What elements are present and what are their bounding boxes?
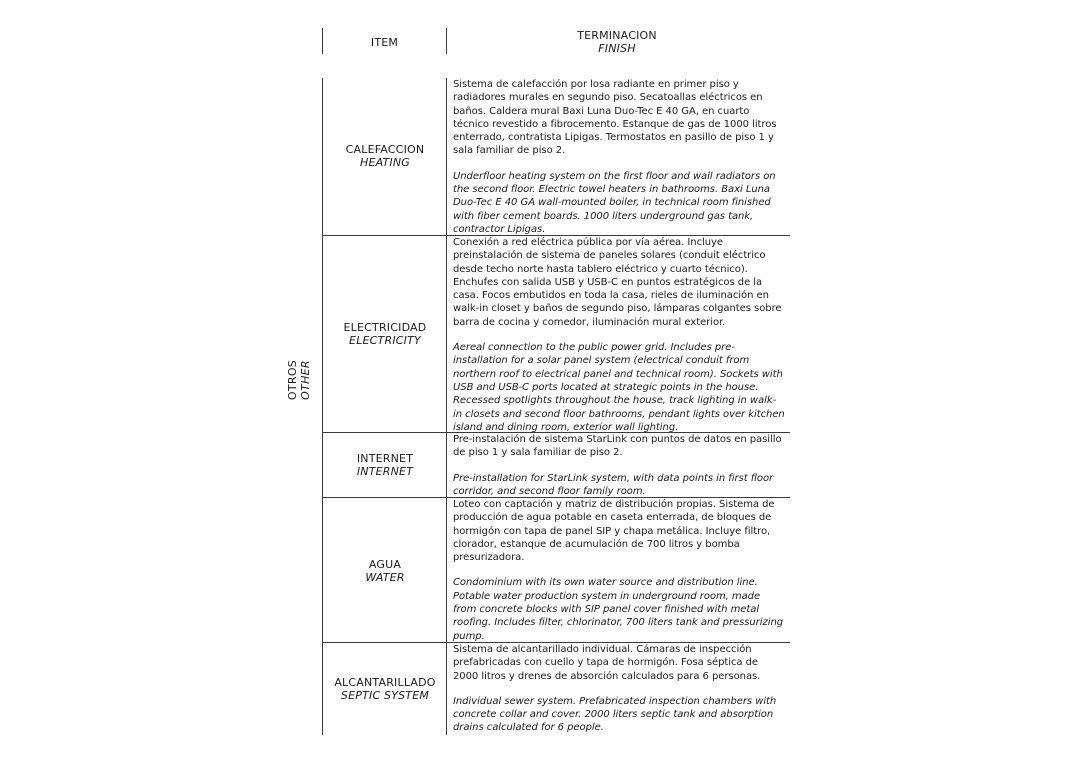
row-text-es: Conexión a red eléctrica pública por vía aérea. Incluye preinstalación de sistema de paneles solares (conduit eléctrico desde techo norte hasta tablero eléctrico y cuarto técnico). Enchufes con salida USB y USB-C en puntos estratégicos de la casa. Focos embutidos en toda la casa, rieles de iluminación en walk-in closet y baños de segundo piso, lámparas colgantes sobre barra de cocina y comedor, iluminación mural exterior. — [453, 237, 782, 328]
row-text-en: Aereal connection to the public power grid. Includes pre-installation for a solar panel system (electrical conduit from northern roof to electrical panel and technical room). Sockets with USB and USB-C ports located at strategic points in the house. Recessed spotlights throughout the house, track lighting in walk-in closets and second floor bathrooms, pendant lights over kitchen island and dining room, exterior wall lighting. — [453, 342, 785, 433]
row-text-en: Individual sewer system. Prefabricated inspection chambers with concrete collar and cover. 2000 liters septic tank and absorption drains calculated for 6 people. — [453, 695, 777, 734]
column-divider-right — [446, 78, 447, 735]
header-finish-es: TERMINACION — [577, 29, 657, 42]
header-finish — [447, 29, 787, 55]
row-text-es: Sistema de calefacción por losa radiante en primer piso y radiadores murales en segundo piso. Secatoallas eléctricos en baños. Caldera mural Baxi Luna Duo-Tec E 40 GA, en cuarto técnico revestido a fibrocemento. Estanque de gas de 1000 litros enterrado, contratista Lipigas. Termostatos en pasillo de piso 1 y sala familiar de piso 2. — [453, 79, 777, 157]
row-label-water — [323, 558, 447, 584]
row-text-en: Underfloor heating system on the first floor and wall radiators on the second floor. Electric towel heaters in bathrooms. Baxi Luna Duo-Tec E 40 GA wall-mounted boiler, in technical room finished with fiber cement boards. 1000 liters underground gas tank, contractor Lipigas. — [453, 170, 776, 235]
category-label-en: OTHER — [299, 360, 312, 400]
row-label-septic — [323, 676, 447, 702]
header-item — [323, 36, 446, 49]
row-text-electricity — [453, 236, 785, 434]
category-label-es: OTROS — [286, 359, 299, 401]
row-text-es: Loteo con captación y matriz de distribución propias. Sistema de producción de agua potable en caseta enterrada, de bloques de hormigón con tapa de panel SIP y chapa metálica. Incluye filtro, clorador, estanque de acumulación de 700 litros y bomba presurizadora. — [453, 499, 775, 564]
row-label-internet — [323, 452, 447, 478]
row-text-septic — [453, 643, 785, 735]
row-label-heating — [323, 143, 447, 169]
row-label-en: INTERNET — [356, 465, 414, 478]
row-label-es: AGUA — [368, 558, 402, 571]
row-label-electricity — [323, 321, 447, 347]
row-label-es: ELECTRICIDAD — [343, 321, 427, 334]
row-label-en: ELECTRICITY — [349, 334, 421, 347]
row-text-en: Condominium with its own water source and distribution line. Potable water production system in underground room, made from concrete blocks with SIP panel cover finished with metal roofing. Includes filter, chlorinator, 700 liters tank and pressurizing pump. — [453, 577, 784, 642]
row-text-en: Pre-installation for StarLink system, with data points in first floor corridor, and second floor family room. — [453, 472, 774, 497]
row-text-es: Pre-instalación de sistema StarLink con puntos de datos en pasillo de piso 1 y sala familiar de piso 2. — [453, 434, 782, 459]
header-finish-en: FINISH — [598, 42, 636, 55]
category-label — [286, 330, 316, 430]
row-text-heating — [453, 78, 785, 236]
row-text-es: Sistema de alcantarillado individual. Cámaras de inspección prefabricadas con cuello y tapa de hormigón. Fosa séptica de 2000 litros y drenes de absorción calculados para 6 personas. — [453, 644, 761, 682]
column-divider-left — [322, 78, 323, 735]
row-label-es: CALEFACCION — [345, 143, 425, 156]
row-label-en: HEATING — [359, 156, 411, 169]
row-label-en: WATER — [365, 571, 405, 584]
header-item-label: ITEM — [370, 36, 399, 49]
row-label-es: ALCANTARILLADO — [334, 676, 436, 689]
row-label-en: SEPTIC SYSTEM — [340, 689, 430, 702]
row-label-es: INTERNET — [356, 452, 414, 465]
row-text-internet — [453, 433, 785, 498]
row-text-water — [453, 498, 785, 643]
